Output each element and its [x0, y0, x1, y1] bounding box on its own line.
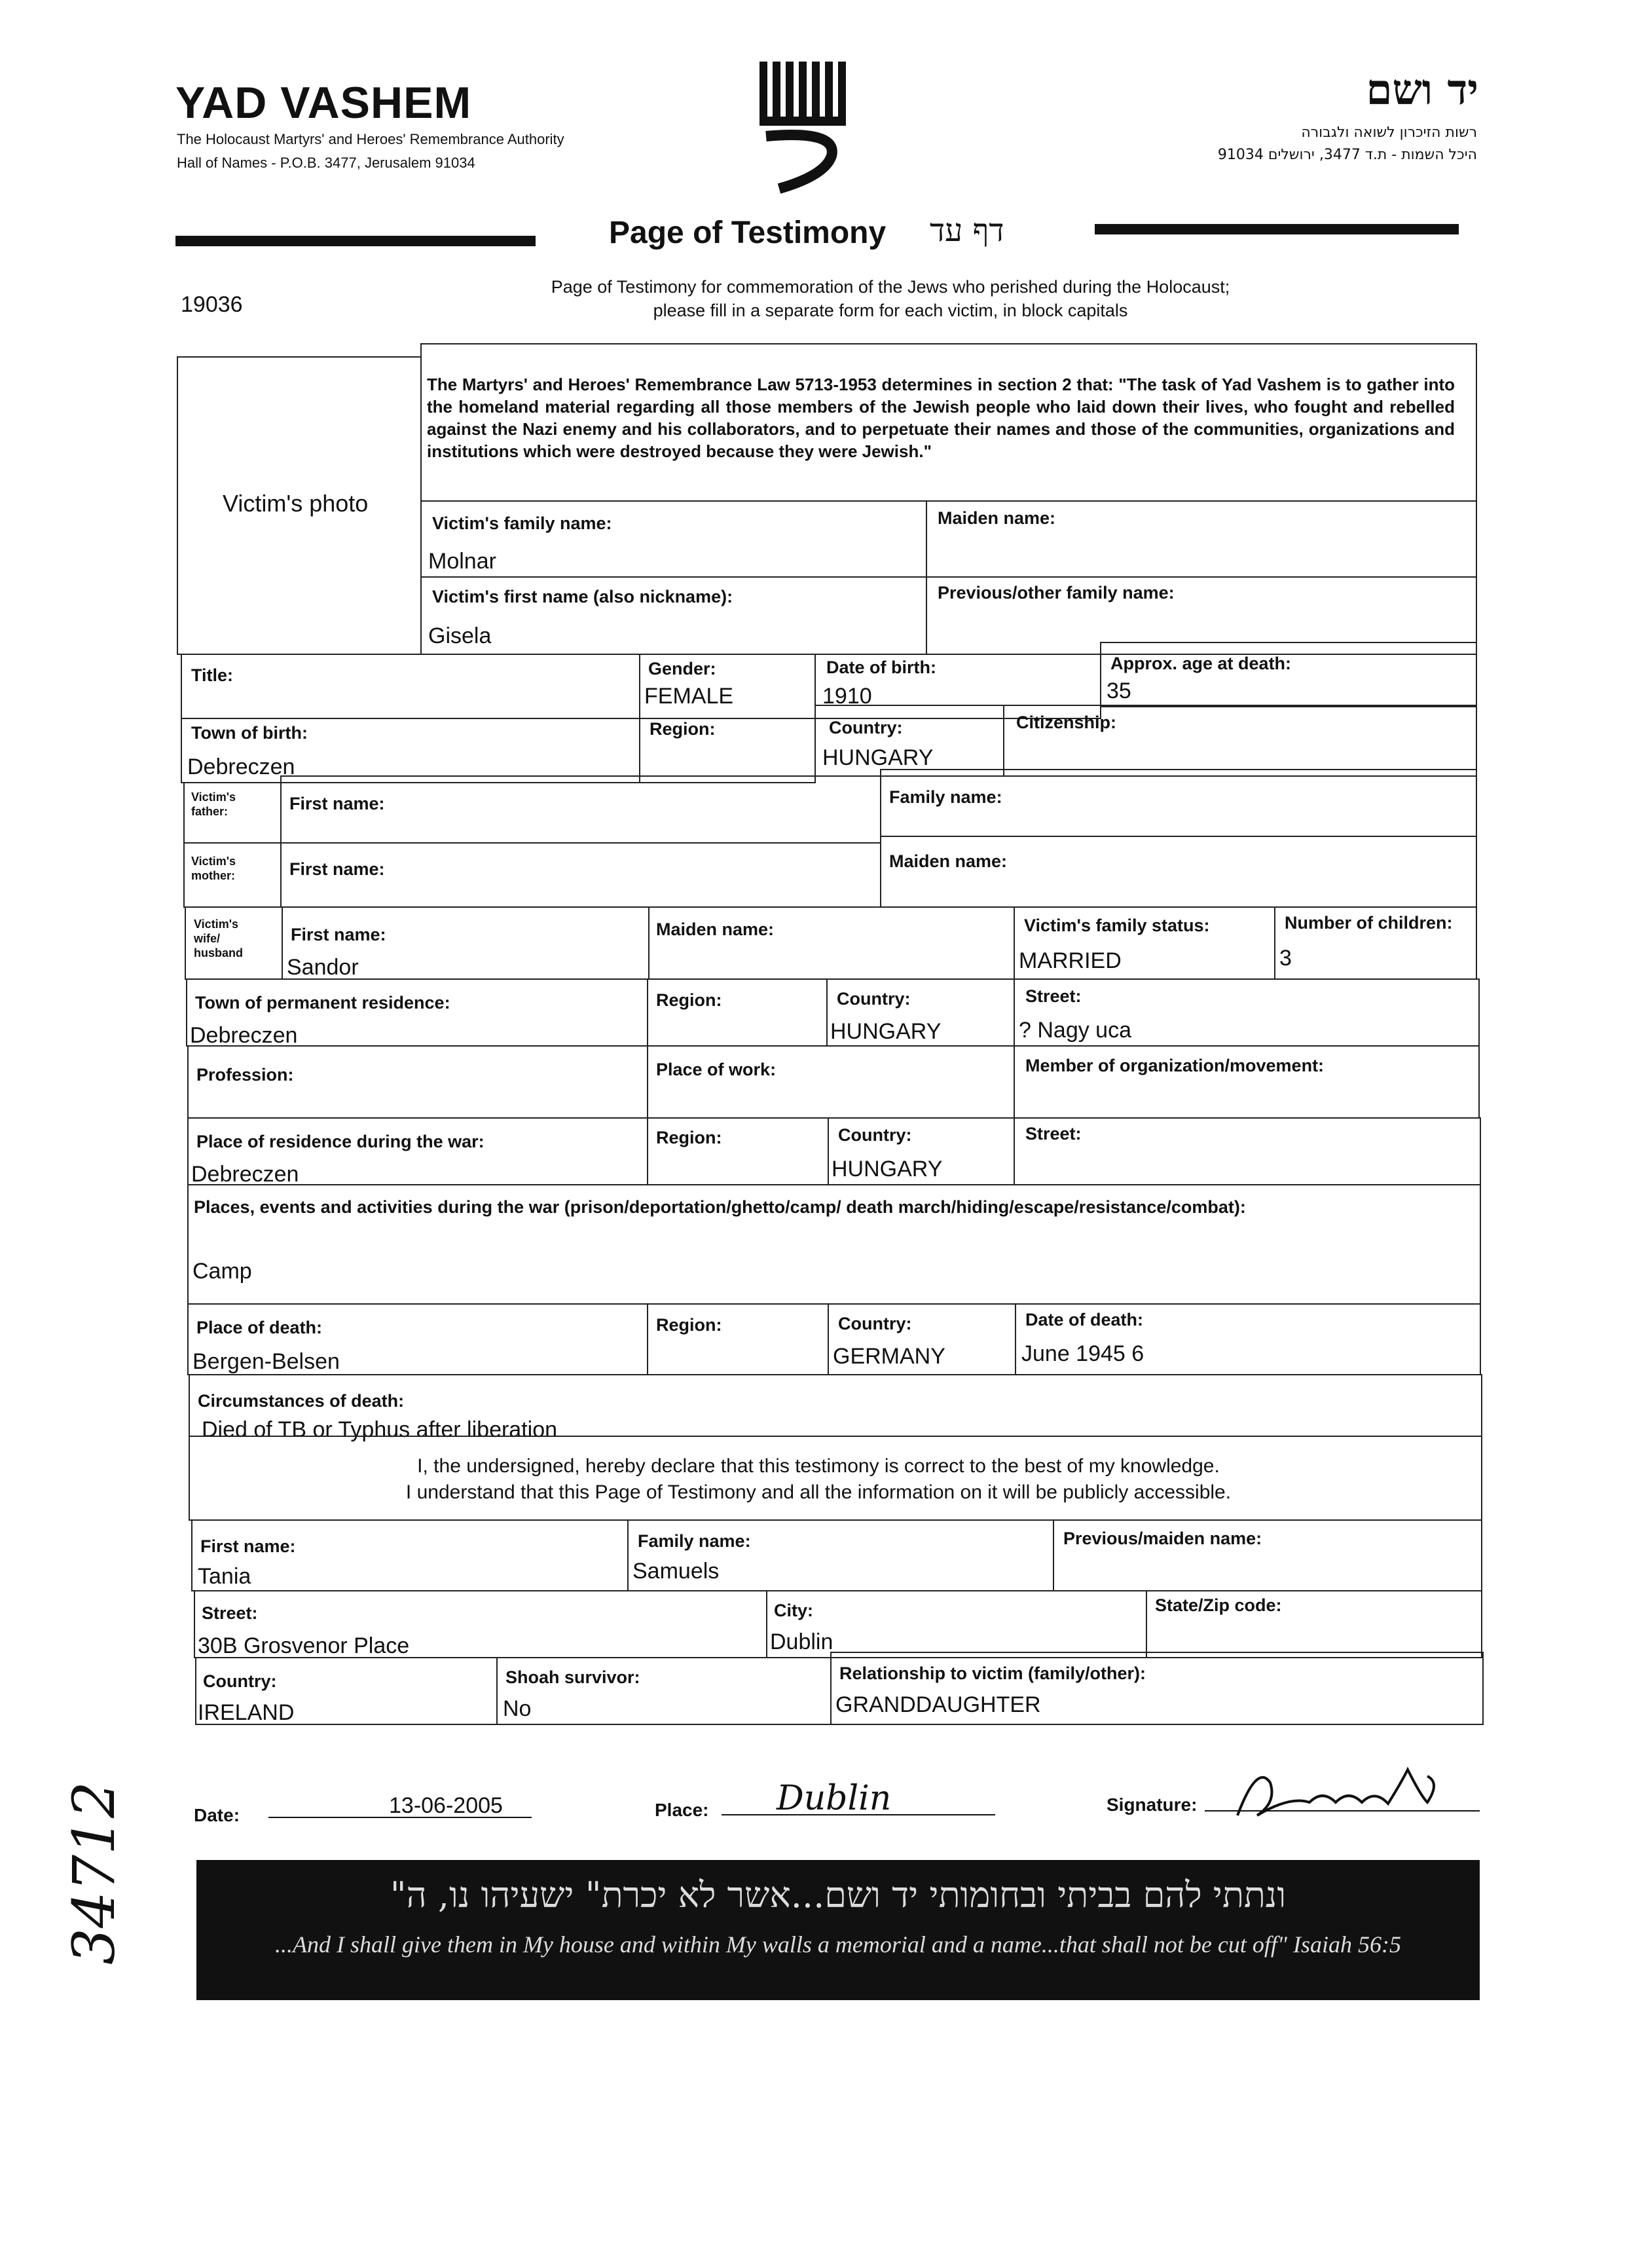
father-row-label-1: Victim's — [191, 790, 236, 804]
gender-label: Gender: — [648, 659, 716, 679]
age-cell — [1100, 642, 1477, 707]
father-first-name-label: First name: — [289, 794, 385, 813]
org-name: YAD VASHEM — [175, 78, 472, 128]
submitter-state-label: State/Zip code: — [1155, 1595, 1282, 1615]
birth-region-label: Region: — [650, 719, 716, 739]
circumstances-value: Died of TB or Typhus after liberation — [202, 1417, 558, 1442]
margin-handwritten-number: 34712 — [60, 1781, 128, 1965]
mother-maiden-name-label: Maiden name: — [889, 851, 1008, 871]
first-name-label: Victim's first name (also nickname): — [432, 587, 733, 606]
submitter-family-name-value: Samuels — [632, 1559, 720, 1584]
war-street-cell — [1014, 1117, 1481, 1185]
death-place-label: Place of death: — [196, 1318, 323, 1337]
death-date-value: June 1945 6 — [1021, 1341, 1144, 1366]
intro-line-2: please fill in a separate form for each victim, in block capitals — [653, 301, 1128, 320]
spouse-row-label-1: Victim's — [194, 918, 238, 931]
family-name-cell — [420, 500, 927, 578]
father-row-label-2: father: — [191, 805, 229, 818]
header-rule-left — [175, 236, 536, 246]
spouse-first-name-label: First name: — [291, 925, 386, 944]
signature-scribble — [1231, 1757, 1454, 1829]
spouse-first-name-value: Sandor — [287, 955, 359, 980]
father-row-label — [191, 790, 236, 819]
submitter-family-name-label: Family name: — [638, 1531, 751, 1551]
page-title-hebrew: דף עד — [930, 212, 1004, 249]
birth-country-label: Country: — [829, 718, 903, 737]
war-region-label: Region: — [656, 1128, 722, 1147]
mother-row-label — [191, 854, 236, 883]
dob-label: Date of birth: — [826, 658, 936, 677]
banner-hebrew-quote: "ונתתי להם בביתי ובחומותי יד ושם...אשר לא יכרת" ישעיהו נו, ה — [390, 1874, 1287, 1916]
declaration-line-1: I, the undersigned, hereby declare that this testimony is correct to the best of my knowledge. — [417, 1455, 1220, 1477]
spouse-row-label — [194, 917, 243, 960]
work-place-label: Place of work: — [656, 1060, 777, 1079]
first-name-value: Gisela — [428, 623, 492, 648]
mother-first-name-label: First name: — [289, 859, 385, 879]
war-country-value: HUNGARY — [832, 1157, 943, 1181]
submitter-survivor-value: No — [503, 1696, 532, 1721]
law-text: The Martyrs' and Heroes' Remembrance Law 5713-1953 determines in section 2 that: "The task of Yad Vashem is to gather into the homeland material regarding all those members of the Jewish people who laid down their lives, who fought and rebelled against the Nazi enemy and his collaborators, and to perpetuate their names and those of the communities, organizations and institutions which were destroyed because they were Jewish." — [427, 375, 1455, 461]
declaration-cell — [189, 1436, 1482, 1521]
events-value: Camp — [192, 1259, 252, 1284]
submitter-first-name-label: First name: — [200, 1536, 296, 1556]
submitter-first-name-value: Tania — [198, 1564, 251, 1589]
place-handwritten: Dublin — [777, 1779, 892, 1818]
signature-label: Signature: — [1107, 1794, 1198, 1815]
dob-value: 1910 — [822, 684, 872, 709]
spouse-row-label-2: wife/ — [194, 932, 221, 945]
banner-english-quote: ...And I shall give them in My house and within My walls a memorial and a name...that shall not be cut off" Isaiah 56:5 — [275, 1931, 1401, 1958]
work-place-cell — [647, 1045, 1015, 1119]
family-status-label: Victim's family status: — [1024, 916, 1210, 935]
family-status-value: MARRIED — [1019, 948, 1122, 973]
spouse-row-label-3: husband — [194, 946, 243, 959]
gender-value: FEMALE — [644, 684, 734, 709]
children-label: Number of children: — [1285, 913, 1453, 933]
events-label: Places, events and activities during the war (prison/deportation/ghetto/camp/ death march/hiding/escape/resistance/combat): — [194, 1197, 1246, 1217]
war-residence-label: Place of residence during the war: — [196, 1132, 485, 1151]
residence-street-value: ? Nagy uca — [1019, 1018, 1131, 1043]
children-value: 3 — [1279, 946, 1292, 971]
photo-label: Victim's photo — [223, 490, 369, 517]
war-residence-value: Debreczen — [191, 1162, 299, 1187]
place-label: Place: — [655, 1800, 709, 1820]
mother-row-label-1: Victim's — [191, 855, 236, 868]
submitter-country-value: IRELAND — [198, 1700, 295, 1725]
age-label: Approx. age at death: — [1110, 654, 1292, 673]
submitter-prev-name-label: Previous/maiden name: — [1063, 1529, 1262, 1548]
war-country-label: Country: — [838, 1125, 912, 1145]
title-cell — [181, 654, 640, 719]
town-birth-label: Town of birth: — [191, 723, 308, 743]
org-subtitle-1: The Holocaust Martyrs' and Heroes' Remembrance Authority — [177, 131, 564, 147]
org-subtitle-2: Hall of Names - P.O.B. 3477, Jerusalem 91034 — [177, 155, 475, 171]
residence-country-label: Country: — [837, 989, 911, 1009]
circumstances-label: Circumstances of death: — [198, 1391, 405, 1411]
header-rule-right — [1095, 224, 1459, 234]
spouse-maiden-name-cell — [648, 906, 1015, 980]
residence-region-cell — [647, 978, 828, 1047]
submitter-survivor-label: Shoah survivor: — [505, 1667, 640, 1687]
death-place-value: Bergen-Belsen — [192, 1349, 340, 1374]
hebrew-subtitle-1: רשות הזיכרון לשואה ולגבורה — [1301, 124, 1477, 141]
profession-label: Profession: — [196, 1065, 294, 1085]
page-title: Page of Testimony — [609, 215, 887, 250]
date-value: 13-06-2005 — [389, 1793, 503, 1818]
date-label: Date: — [194, 1805, 240, 1825]
maiden-name-label: Maiden name: — [938, 508, 1056, 528]
residence-region-label: Region: — [656, 990, 722, 1010]
declaration-line-2: I understand that this Page of Testimony and all the information on it will be publicly accessible. — [405, 1481, 1232, 1503]
quote-banner — [196, 1860, 1480, 2000]
town-birth-value: Debreczen — [187, 754, 295, 779]
war-street-label: Street: — [1025, 1124, 1082, 1143]
submitter-street-label: Street: — [202, 1603, 258, 1623]
submitter-city-label: City: — [774, 1601, 813, 1620]
death-country-label: Country: — [838, 1314, 912, 1333]
father-family-name-label: Family name: — [889, 787, 1002, 807]
hebrew-title: יד ושם — [1366, 65, 1478, 115]
form-number: 19036 — [181, 292, 243, 317]
mother-maiden-name-cell — [880, 836, 1477, 908]
prev-family-name-label: Previous/other family name: — [938, 583, 1175, 603]
submitter-street-value: 30B Grosvenor Place — [198, 1633, 410, 1658]
residence-town-label: Town of permanent residence: — [195, 993, 450, 1013]
intro-line-1: Page of Testimony for commemoration of the Jews who perished during the Holocaust; — [551, 277, 1230, 297]
yad-vashem-logo — [753, 58, 858, 202]
residence-town-value: Debreczen — [190, 1023, 298, 1048]
death-region-label: Region: — [656, 1315, 722, 1335]
age-value: 35 — [1107, 679, 1131, 703]
intro-text — [367, 275, 1414, 322]
residence-country-value: HUNGARY — [830, 1019, 942, 1044]
submitter-relationship-value: GRANDDAUGHTER — [835, 1692, 1041, 1717]
spouse-maiden-name-label: Maiden name: — [656, 920, 775, 939]
family-name-label: Victim's family name: — [432, 513, 612, 533]
submitter-city-value: Dublin — [770, 1629, 833, 1654]
submitter-country-label: Country: — [203, 1671, 277, 1691]
birth-country-value: HUNGARY — [822, 745, 934, 770]
death-date-label: Date of death: — [1025, 1310, 1144, 1329]
organization-label: Member of organization/movement: — [1025, 1056, 1325, 1075]
family-name-value: Molnar — [428, 549, 496, 574]
death-country-value: GERMANY — [833, 1344, 945, 1369]
submitter-relationship-label: Relationship to victim (family/other): — [839, 1664, 1146, 1683]
death-region-cell — [647, 1303, 829, 1375]
residence-street-label: Street: — [1025, 986, 1082, 1006]
hebrew-subtitle-2: היכל השמות - ת.ד 3477, ירושלים 91034 — [1217, 147, 1477, 163]
citizenship-label: Citizenship: — [1016, 713, 1116, 732]
title-label: Title: — [191, 665, 234, 685]
mother-row-label-2: mother: — [191, 869, 235, 882]
